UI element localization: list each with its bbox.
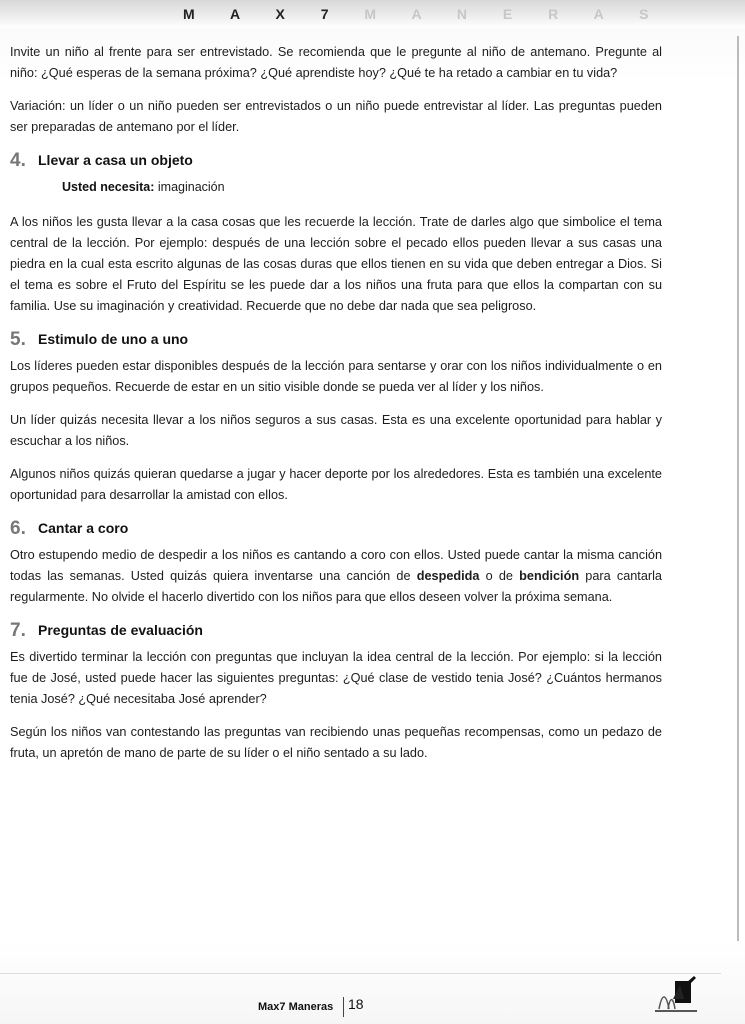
section-4-number: 4. <box>10 150 26 171</box>
footer-title: Max7 Maneras <box>258 1001 334 1013</box>
section-4-needs <box>62 177 662 198</box>
header-title <box>183 6 664 22</box>
section-7-number: 7. <box>10 620 26 641</box>
section-4-paragraph: A los niños les gusta llevar a la casa cosas que les recuerde la lección. Trate de darles algo que simbolice el tema central de la lección. Por ejemplo: después de una lección sobre el pecado ellos pueden llevar a sus casas una piedra en la cual esta escrito algunas de las cosas duras que ellos tienen en su vida que deben entregar a Dios. Si el tema es sobre el Fruto del Espíritu se les puede dar a los niños una fruta para que ellos la compartan con su familia. Use su imaginación y creatividad. Recuerde que no debe dar nada que sea peligroso. <box>10 215 662 313</box>
section-4-heading <box>10 150 662 171</box>
needs-label: Usted necesita: <box>62 180 155 194</box>
page-content <box>10 42 662 776</box>
section-6-text-a: Otro estupendo medio de despedir a los niños es cantando a coro con ellos. Usted puede cantar la misma canción todas las semanas. Usted quizás quiera inventarse una canción de <box>10 548 662 583</box>
intro-paragraph-2: Variación: un líder o un niño pueden ser entrevistados o un niño puede entrevistar al líder. Las preguntas pueden ser preparadas de antemano por el líder. <box>10 99 662 134</box>
section-6-title: Cantar a coro <box>38 520 129 536</box>
section-7-paragraph-2: Según los niños van contestando las preguntas van recibiendo unas pequeñas recompensas, como un pedazo de fruta, un apretón de mano de parte de su líder o el niño sentado a su lado. <box>10 725 662 760</box>
section-6-paragraph <box>10 545 662 608</box>
max7-logo-icon <box>655 975 697 1013</box>
section-6-heading <box>10 518 662 539</box>
section-6-bold-bendicion: bendición <box>519 569 580 583</box>
right-rule <box>737 36 739 941</box>
section-5-paragraph-1: Los líderes pueden estar disponibles después de la lección para sentarse y orar con los niños individualmente o en grupos pequeños. Recuerde de estar en un sitio visible donde se pueda ver al líder y los niños. <box>10 359 662 394</box>
section-7-title: Preguntas de evaluación <box>38 622 203 638</box>
intro-paragraph-1: Invite un niño al frente para ser entrevistado. Se recomienda que le pregunte al niño de antemano. Pregunte al niño: ¿Qué esperas de la semana próxima? ¿Qué aprendiste hoy? ¿Qué te ha retado a cambiar en tu vida? <box>10 45 662 80</box>
header-title-faded: M A N E R A S <box>364 6 665 22</box>
section-5-heading <box>10 329 662 350</box>
section-4-title: Llevar a casa un objeto <box>38 152 193 168</box>
section-6-number: 6. <box>10 518 26 539</box>
section-6-text-b: o de <box>479 569 520 583</box>
footer-divider <box>343 997 344 1017</box>
page-number: 18 <box>348 996 364 1012</box>
section-5-paragraph-2: Un líder quizás necesita llevar a los niños seguros a sus casas. Esta es una excelente oportunidad para hablar y escuchar a los niños. <box>10 413 662 448</box>
page-header <box>0 0 745 28</box>
bottom-rule <box>0 973 721 974</box>
header-title-dark: M A X 7 <box>183 6 345 22</box>
section-5-number: 5. <box>10 329 26 350</box>
section-6-bold-despedida: despedida <box>416 569 480 583</box>
section-7-paragraph-1: Es divertido terminar la lección con preguntas que incluyan la idea central de la lección. Por ejemplo: si la lección fue de José, usted puede hacer las siguientes preguntas: ¿Qué clase de vestido tenia José? ¿Cuántos hermanos tenia José? ¿Qué necesitaba José aprender? <box>10 650 662 706</box>
section-6-text-c: para cantarla regularmente. No olvide el hacerlo divertido con los niños para que ellos deseen volver la próxima semana. <box>10 569 662 604</box>
section-7-heading <box>10 620 662 641</box>
section-5-title: Estimulo de uno a uno <box>38 331 189 347</box>
needs-value: imaginación <box>154 180 225 194</box>
section-5-paragraph-3: Algunos niños quizás quieran quedarse a jugar y hacer deporte por los alrededores. Esta es también una excelente oportunidad para desarrollar la amistad con ellos. <box>10 467 662 502</box>
